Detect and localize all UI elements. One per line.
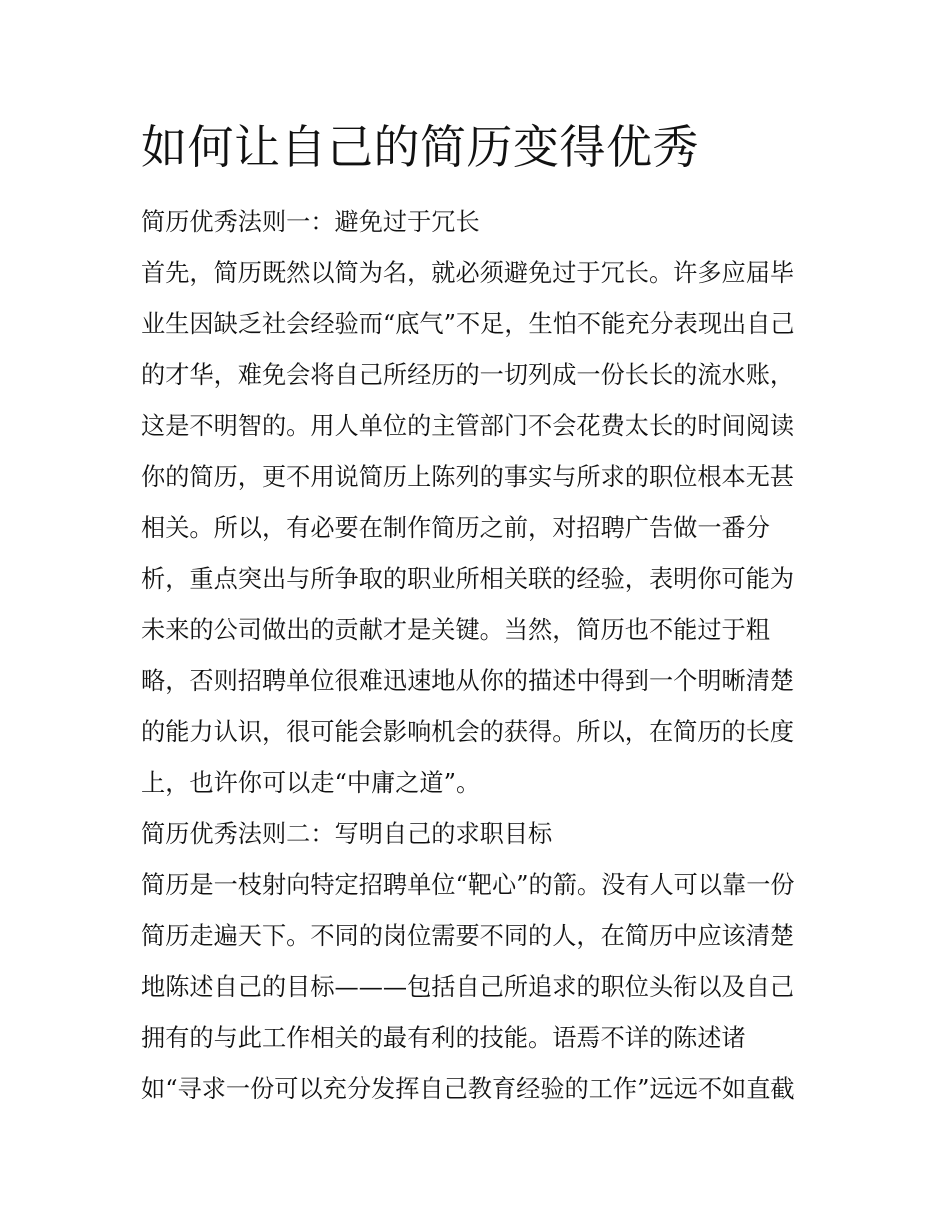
paragraph-line: 析，重点突出与所争取的职业所相关联的经验，表明你可能为 bbox=[141, 565, 795, 593]
section-heading-1: 简历优秀法则一：避免过于冗长 bbox=[141, 208, 480, 236]
paragraph-line: 简历是一枝射向特定招聘单位“靶心”的箭。没有人可以靠一份 bbox=[141, 871, 795, 899]
paragraph-line: 地陈述自己的目标———包括自己所追求的职位头衔以及自己 bbox=[141, 973, 795, 1001]
paragraph-line: 略，否则招聘单位很难迅速地从你的描述中得到一个明晰清楚 bbox=[141, 667, 795, 695]
paragraph-line: 简历走遍天下。不同的岗位需要不同的人，在简历中应该清楚 bbox=[141, 922, 795, 950]
paragraph-line: 上，也许你可以走“中庸之道”。 bbox=[141, 769, 481, 797]
section-heading-2: 简历优秀法则二：写明自己的求职目标 bbox=[141, 820, 553, 848]
paragraph-line: 你的简历，更不用说简历上陈列的事实与所求的职位根本无甚 bbox=[141, 463, 795, 491]
paragraph-line: 首先，简历既然以简为名，就必须避免过于冗长。许多应届毕 bbox=[141, 259, 795, 287]
paragraph-line: 这是不明智的。用人单位的主管部门不会花费太长的时间阅读 bbox=[141, 412, 795, 440]
paragraph-line: 相关。所以，有必要在制作简历之前，对招聘广告做一番分 bbox=[141, 514, 770, 542]
paragraph-line: 拥有的与此工作相关的最有利的技能。语焉不详的陈述诸 bbox=[141, 1024, 746, 1052]
document-title: 如何让自己的简历变得优秀 bbox=[141, 120, 699, 174]
paragraph-line: 如“寻求一份可以充分发挥自己教育经验的工作”远远不如直截 bbox=[141, 1075, 795, 1103]
paragraph-line: 业生因缺乏社会经验而“底气”不足，生怕不能充分表现出自己 bbox=[141, 310, 795, 338]
paragraph-line: 的能力认识，很可能会影响机会的获得。所以，在简历的长度 bbox=[141, 718, 795, 746]
paragraph-line: 未来的公司做出的贡献才是关键。当然，简历也不能过于粗 bbox=[141, 616, 770, 644]
paragraph-line: 的才华，难免会将自己所经历的一切列成一份长长的流水账， bbox=[141, 361, 795, 389]
document-body bbox=[141, 202, 813, 1120]
